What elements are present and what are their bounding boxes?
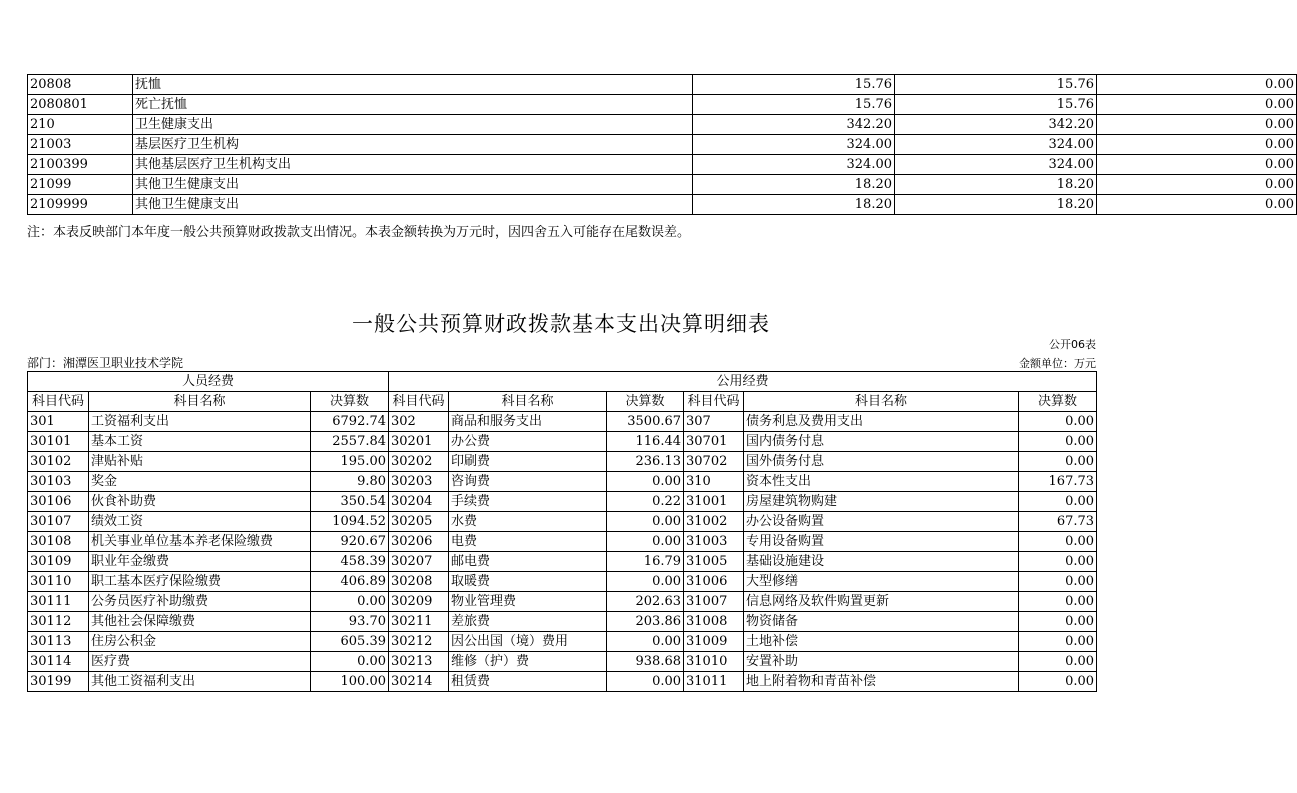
code-cell: 2109999 xyxy=(28,195,133,215)
code-cell: 30203 xyxy=(389,472,449,492)
amount-cell: 0.00 xyxy=(607,532,684,552)
code-cell: 30106 xyxy=(28,492,89,512)
code-cell: 30199 xyxy=(28,672,89,692)
name-cell: 水费 xyxy=(449,512,607,532)
name-cell: 因公出国（境）费用 xyxy=(449,632,607,652)
table-row xyxy=(28,532,1097,552)
expenditure-table xyxy=(27,74,1297,215)
table-row xyxy=(28,175,1297,195)
amount-cell: 202.63 xyxy=(607,592,684,612)
col-code: 科目代码 xyxy=(28,392,89,412)
amount-cell: 324.00 xyxy=(895,155,1097,175)
amount-cell: 0.00 xyxy=(1019,432,1097,452)
amount-cell: 342.20 xyxy=(693,115,895,135)
name-cell: 其他基层医疗卫生机构支出 xyxy=(133,155,693,175)
amount-cell: 16.79 xyxy=(607,552,684,572)
name-cell: 职业年金缴费 xyxy=(89,552,311,572)
table-row xyxy=(28,115,1297,135)
amount-cell: 116.44 xyxy=(607,432,684,452)
code-cell: 302 xyxy=(389,412,449,432)
code-cell: 30207 xyxy=(389,552,449,572)
code-cell: 30108 xyxy=(28,532,89,552)
code-cell: 31011 xyxy=(684,672,744,692)
name-cell: 工资福利支出 xyxy=(89,412,311,432)
name-cell: 其他工资福利支出 xyxy=(89,672,311,692)
name-cell: 办公设备购置 xyxy=(744,512,1019,532)
name-cell: 医疗费 xyxy=(89,652,311,672)
code-cell: 30701 xyxy=(684,432,744,452)
table-row xyxy=(28,572,1097,592)
code-cell: 310 xyxy=(684,472,744,492)
amount-cell: 15.76 xyxy=(693,75,895,95)
group-personnel: 人员经费 xyxy=(28,372,389,392)
amount-cell: 605.39 xyxy=(311,632,389,652)
code-cell: 30213 xyxy=(389,652,449,672)
code-cell: 307 xyxy=(684,412,744,432)
name-cell: 住房公积金 xyxy=(89,632,311,652)
amount-cell: 324.00 xyxy=(693,135,895,155)
amount-cell: 1094.52 xyxy=(311,512,389,532)
amount-cell: 15.76 xyxy=(895,75,1097,95)
name-cell: 绩效工资 xyxy=(89,512,311,532)
name-cell: 取暖费 xyxy=(449,572,607,592)
name-cell: 维修（护）费 xyxy=(449,652,607,672)
code-cell: 31001 xyxy=(684,492,744,512)
name-cell: 手续费 xyxy=(449,492,607,512)
name-cell: 债务利息及费用支出 xyxy=(744,412,1019,432)
table-row xyxy=(28,672,1097,692)
code-cell: 30110 xyxy=(28,572,89,592)
amount-cell: 324.00 xyxy=(895,135,1097,155)
amount-cell: 0.00 xyxy=(607,472,684,492)
group-public: 公用经费 xyxy=(389,372,1097,392)
amount-cell: 18.20 xyxy=(895,195,1097,215)
amount-cell: 0.00 xyxy=(607,572,684,592)
table-row xyxy=(28,195,1297,215)
col-amount: 决算数 xyxy=(1019,392,1097,412)
amount-cell: 0.00 xyxy=(1097,195,1297,215)
name-cell: 大型修缮 xyxy=(744,572,1019,592)
code-cell: 31003 xyxy=(684,532,744,552)
amount-cell: 0.00 xyxy=(1097,75,1297,95)
table-row xyxy=(28,75,1297,95)
amount-cell: 920.67 xyxy=(311,532,389,552)
amount-cell: 458.39 xyxy=(311,552,389,572)
name-cell: 信息网络及软件购置更新 xyxy=(744,592,1019,612)
name-cell: 物业管理费 xyxy=(449,592,607,612)
code-cell: 2080801 xyxy=(28,95,133,115)
name-cell: 其他卫生健康支出 xyxy=(133,195,693,215)
table-row xyxy=(28,552,1097,572)
code-cell: 30102 xyxy=(28,452,89,472)
code-cell: 210 xyxy=(28,115,133,135)
amount-cell: 18.20 xyxy=(693,195,895,215)
amount-cell: 0.00 xyxy=(1097,175,1297,195)
basic-expenditure-detail-table xyxy=(27,371,1097,692)
table-row xyxy=(28,432,1097,452)
name-cell: 公务员医疗补助缴费 xyxy=(89,592,311,612)
amount-cell: 0.00 xyxy=(1019,652,1097,672)
amount-cell: 0.00 xyxy=(311,652,389,672)
code-cell: 20808 xyxy=(28,75,133,95)
table-note: 注：本表反映部门本年度一般公共预算财政拨款支出情况。本表金额转换为万元时，因四舍五入可能存在尾数误差。 xyxy=(27,225,691,240)
col-name: 科目名称 xyxy=(744,392,1019,412)
name-cell: 邮电费 xyxy=(449,552,607,572)
amount-cell: 0.00 xyxy=(1019,592,1097,612)
name-cell: 国外债务付息 xyxy=(744,452,1019,472)
code-cell: 30101 xyxy=(28,432,89,452)
code-cell: 30201 xyxy=(389,432,449,452)
table-row xyxy=(28,135,1297,155)
table-row xyxy=(28,412,1097,432)
code-cell: 2100399 xyxy=(28,155,133,175)
code-cell: 31006 xyxy=(684,572,744,592)
table-row xyxy=(28,95,1297,115)
name-cell: 卫生健康支出 xyxy=(133,115,693,135)
table-row xyxy=(28,155,1297,175)
name-cell: 专用设备购置 xyxy=(744,532,1019,552)
name-cell: 伙食补助费 xyxy=(89,492,311,512)
code-cell: 31002 xyxy=(684,512,744,532)
table-row xyxy=(28,652,1097,672)
amount-cell: 0.00 xyxy=(311,592,389,612)
amount-cell: 406.89 xyxy=(311,572,389,592)
code-cell: 30209 xyxy=(389,592,449,612)
amount-cell: 9.80 xyxy=(311,472,389,492)
amount-cell: 0.00 xyxy=(1019,632,1097,652)
col-code: 科目代码 xyxy=(684,392,744,412)
name-cell: 其他社会保障缴费 xyxy=(89,612,311,632)
code-cell: 21099 xyxy=(28,175,133,195)
amount-cell: 0.22 xyxy=(607,492,684,512)
name-cell: 商品和服务支出 xyxy=(449,412,607,432)
name-cell: 基本工资 xyxy=(89,432,311,452)
code-cell: 30202 xyxy=(389,452,449,472)
code-cell: 30103 xyxy=(28,472,89,492)
name-cell: 奖金 xyxy=(89,472,311,492)
amount-cell: 0.00 xyxy=(1019,672,1097,692)
code-cell: 30107 xyxy=(28,512,89,532)
name-cell: 国内债务付息 xyxy=(744,432,1019,452)
amount-cell: 0.00 xyxy=(1097,95,1297,115)
amount-cell: 167.73 xyxy=(1019,472,1097,492)
code-cell: 30212 xyxy=(389,632,449,652)
table-row xyxy=(28,592,1097,612)
code-cell: 31005 xyxy=(684,552,744,572)
name-cell: 其他卫生健康支出 xyxy=(133,175,693,195)
amount-cell: 0.00 xyxy=(1019,612,1097,632)
code-cell: 30208 xyxy=(389,572,449,592)
code-cell: 21003 xyxy=(28,135,133,155)
column-header-row xyxy=(28,392,1097,412)
name-cell: 租赁费 xyxy=(449,672,607,692)
name-cell: 机关事业单位基本养老保险缴费 xyxy=(89,532,311,552)
table-row xyxy=(28,512,1097,532)
table-row xyxy=(28,472,1097,492)
code-cell: 30204 xyxy=(389,492,449,512)
table-row xyxy=(28,632,1097,652)
amount-cell: 350.54 xyxy=(311,492,389,512)
col-amount: 决算数 xyxy=(311,392,389,412)
name-cell: 物资储备 xyxy=(744,612,1019,632)
amount-cell: 236.13 xyxy=(607,452,684,472)
table-row xyxy=(28,492,1097,512)
code-cell: 30206 xyxy=(389,532,449,552)
amount-cell: 0.00 xyxy=(1019,532,1097,552)
name-cell: 地上附着物和青苗补偿 xyxy=(744,672,1019,692)
amount-cell: 324.00 xyxy=(693,155,895,175)
amount-cell: 93.70 xyxy=(311,612,389,632)
code-cell: 30114 xyxy=(28,652,89,672)
amount-cell: 938.68 xyxy=(607,652,684,672)
amount-cell: 0.00 xyxy=(1097,135,1297,155)
name-cell: 津贴补贴 xyxy=(89,452,311,472)
amount-cell: 15.76 xyxy=(895,95,1097,115)
amount-cell: 0.00 xyxy=(1019,552,1097,572)
name-cell: 基础设施建设 xyxy=(744,552,1019,572)
col-amount: 决算数 xyxy=(607,392,684,412)
name-cell: 资本性支出 xyxy=(744,472,1019,492)
table-row xyxy=(28,452,1097,472)
code-cell: 31007 xyxy=(684,592,744,612)
amount-cell: 3500.67 xyxy=(607,412,684,432)
department-label: 部门：湘潭医卫职业技术学院 xyxy=(27,356,184,370)
form-number: 公开06表 xyxy=(1049,338,1096,351)
code-cell: 301 xyxy=(28,412,89,432)
name-cell: 职工基本医疗保险缴费 xyxy=(89,572,311,592)
group-header-row xyxy=(28,372,1097,392)
code-cell: 30211 xyxy=(389,612,449,632)
code-cell: 31010 xyxy=(684,652,744,672)
amount-cell: 0.00 xyxy=(1019,452,1097,472)
name-cell: 电费 xyxy=(449,532,607,552)
unit-label: 金额单位：万元 xyxy=(1019,357,1096,370)
col-name: 科目名称 xyxy=(449,392,607,412)
code-cell: 30113 xyxy=(28,632,89,652)
col-name: 科目名称 xyxy=(89,392,311,412)
amount-cell: 15.76 xyxy=(693,95,895,115)
amount-cell: 0.00 xyxy=(607,632,684,652)
amount-cell: 18.20 xyxy=(895,175,1097,195)
name-cell: 土地补偿 xyxy=(744,632,1019,652)
code-cell: 30111 xyxy=(28,592,89,612)
name-cell: 差旅费 xyxy=(449,612,607,632)
code-cell: 30702 xyxy=(684,452,744,472)
code-cell: 30109 xyxy=(28,552,89,572)
amount-cell: 0.00 xyxy=(1097,115,1297,135)
amount-cell: 342.20 xyxy=(895,115,1097,135)
amount-cell: 0.00 xyxy=(607,512,684,532)
name-cell: 咨询费 xyxy=(449,472,607,492)
amount-cell: 6792.74 xyxy=(311,412,389,432)
amount-cell: 0.00 xyxy=(1019,572,1097,592)
code-cell: 31008 xyxy=(684,612,744,632)
name-cell: 房屋建筑物购建 xyxy=(744,492,1019,512)
col-code: 科目代码 xyxy=(389,392,449,412)
code-cell: 30214 xyxy=(389,672,449,692)
code-cell: 30112 xyxy=(28,612,89,632)
table-row xyxy=(28,612,1097,632)
name-cell: 印刷费 xyxy=(449,452,607,472)
code-cell: 31009 xyxy=(684,632,744,652)
amount-cell: 0.00 xyxy=(1019,412,1097,432)
code-cell: 30205 xyxy=(389,512,449,532)
name-cell: 办公费 xyxy=(449,432,607,452)
amount-cell: 0.00 xyxy=(607,672,684,692)
amount-cell: 100.00 xyxy=(311,672,389,692)
name-cell: 抚恤 xyxy=(133,75,693,95)
page-title: 一般公共预算财政拨款基本支出决算明细表 xyxy=(352,312,770,336)
amount-cell: 0.00 xyxy=(1097,155,1297,175)
amount-cell: 2557.84 xyxy=(311,432,389,452)
amount-cell: 195.00 xyxy=(311,452,389,472)
amount-cell: 0.00 xyxy=(1019,492,1097,512)
name-cell: 安置补助 xyxy=(744,652,1019,672)
amount-cell: 18.20 xyxy=(693,175,895,195)
amount-cell: 203.86 xyxy=(607,612,684,632)
name-cell: 基层医疗卫生机构 xyxy=(133,135,693,155)
amount-cell: 67.73 xyxy=(1019,512,1097,532)
name-cell: 死亡抚恤 xyxy=(133,95,693,115)
